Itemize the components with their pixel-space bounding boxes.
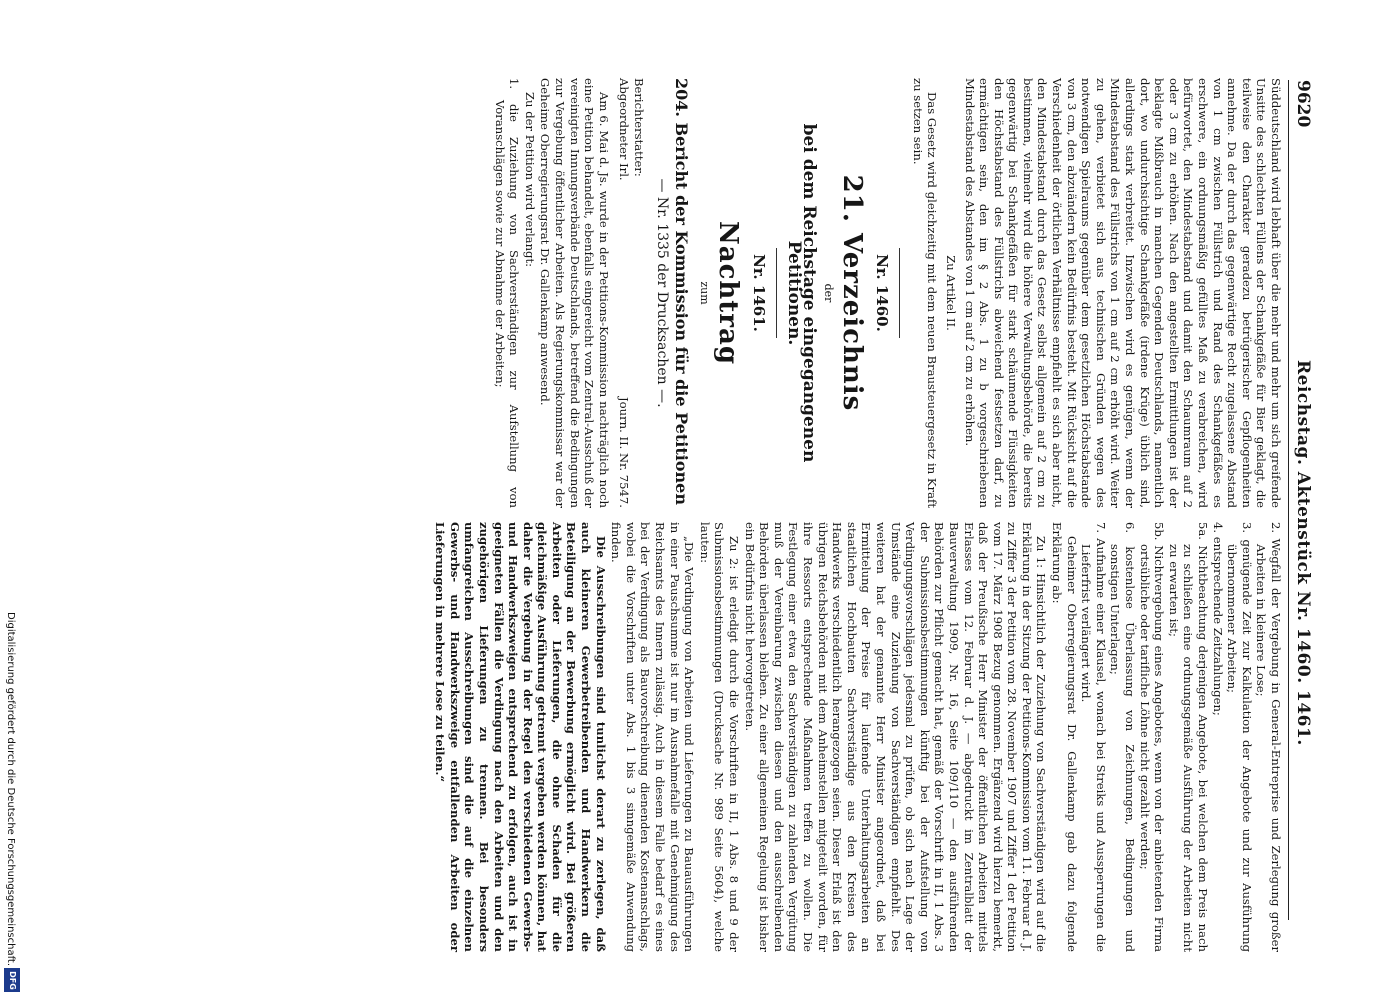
- petition-item-1: 1. die Zuziehung von Sachverständigen zur Aufstellung von Voranschlägen sowie zur Abnahme der Arbeiten;: [492, 78, 522, 508]
- reporter-line: [631, 78, 646, 508]
- der-connector: der: [821, 283, 835, 303]
- page-header: [1281, 80, 1313, 920]
- digitization-credit: [2, 0, 24, 1000]
- petition-item-3: 3. genügende Zeit zur Kalkulation der Angebote und zur Ausführung übernommener Arbeiten;: [1225, 522, 1254, 952]
- right-column: [103, 522, 1283, 952]
- gallenkamp-statement-intro: Geheimer Oberregierungsrat Dr. Gallenkamp gab dazu folgende Erklärung ab:: [1050, 522, 1079, 952]
- petition-item-7: 7. Aufnahme einer Klausel, wonach bei Streiks und Aussperrungen die Lieferfrist verlängert wird.: [1079, 522, 1108, 952]
- drucksachen-reference: — Nr. 1335 der Drucksachen —.: [653, 178, 670, 408]
- article-heading: Zu Artikel II.: [943, 255, 958, 331]
- left-column: [103, 78, 1283, 508]
- report-heading: 204. Bericht der Kommission für die Petitionen: [671, 78, 691, 505]
- article-paragraph: Das Gesetz wird gleichzeitig mit dem neuen Brausteuergesetz in Kraft zu setzen sein.: [910, 78, 940, 508]
- verzeichnis-heading: 21. Verzeichnis: [836, 174, 867, 412]
- header-rule: [1288, 80, 1289, 920]
- dfg-logo: DFG: [4, 968, 20, 992]
- intro-paragraph: Süddeutschland wird lebhaft über die mehr und mehr um sich greifende Unsitte des schlechten Füllens der Schankgefäße für Bier geklagt, die teilweise den Charakter geradezu betrügerischer Gepflogenheiten annehme. Da der durch das gegenwärtige Recht zugelassene Abstand von 1 cm zwischen Füllstrich und Rand des Schankgefäßes es erschwere, ein ordnungsmäßig gefülltes Maß zu verabreichen, wird befürwortet, den Mindestabstand und damit den Schaumraum auf 2 oder 3 cm zu erhöhen. Nach den angestellten Ermittlungen ist der beklagte Mißbrauch in manchen Gegenden Deutschlands, namentlich dort, wo undurchsichtige Schankgefäße (irdene Krüge) üblich sind, allerdings stark verbreitet. Inzwischen wird es genügen, wenn der Mindestabstand des Füllstrichs von 1 cm auf 2 cm erhöht wird. Weiter zu gehen, verbietet sich aus technischen Gründen wegen des notwendigen Spielraums gegenüber dem gesetzlichen Höchstabstande von 3 cm, den abzuändern kein Bedürfnis besteht. Mit Rücksicht auf die Verschiedenheit der örtlichen Verhältnisse empfiehlt es sich aber nicht, den Mindestabstand durch das Gesetz selbst allgemein auf 2 cm zu bestimmen, vielmehr wird die höhere Verwaltungsbehörde, die bereits gegenwärtig bei Schankgefäßen für stark schäumende Flüssigkeiten den Höchstabstand des Füllstrichs abweichend festsetzen darf, zu ermächtigen sein, den im § 2 Abs. 1 zu b vorgeschriebenen Mindestabstand des Abstandes von 1 cm auf 2 cm zu erhöhen.: [962, 78, 1283, 508]
- section-number-1460: Nr. 1460.: [873, 254, 892, 332]
- reporter-label: Berichterstatter:: [632, 78, 646, 177]
- section-divider-2: [776, 248, 777, 338]
- quoted-regulation-2: Die Ausschreibungen sind tunlichst derart zu zerlegen, daß auch kleineren Gewerbetreibenden und Handwerkern die Beteiligung an der Bewerbung ermöglicht wird. Bei größeren Arbeiten oder Lieferungen, die ohne Schaden für die gleichmäßige Ausführung getrennt vergeben werden können, hat daher die Vergebung in der Regel den verschiedenen Gewerbs- und Handwerkszweigen entsprechend zu erfolgen, auch ist in geeigneten Fällen die Verdingung nach den Arbeiten und den zugehörigen Lieferungen zu trennen. Bei besonders umfangreichen Ausschreibungen sind die auf die einzelnen Gewerbs- und Handwerkszweige entfallenden Arbeiten oder Lieferungen in mehrere Lose zu teilen.“: [433, 522, 608, 952]
- credit-text: Digitalisierung gefördert durch die Deutsche Forschungsgemeinschaft.: [5, 612, 16, 967]
- petition-item-5b: 5b. Nichtvergebung eines Angebotes, wenn von der anbietenden Firma ortsübliche oder tarifliche Löhne nicht gezahlt werden;: [1137, 522, 1167, 952]
- nachtrag-heading: Nachtrag: [713, 220, 744, 366]
- page-title: Reichstag. Aktenstück Nr. 1460. 1461.: [1293, 360, 1313, 746]
- zum-connector: zum: [698, 281, 712, 305]
- petition-request: Zu der Petition wird verlangt:: [522, 92, 537, 268]
- petition-item-5a: 5a. Nichtbeachtung derjenigen Angebote, bei welchen dem Preis nach zu schließen eine ordnungsgemäße Ausführung der Arbeiten nicht zu erwarten ist;: [1166, 522, 1211, 952]
- reporter-name-line: [617, 78, 632, 508]
- journal-reference: Journ. II. Nr. 7547.: [617, 397, 632, 508]
- petition-item-2: 2. Wegfall der Vergebung in General-Entreprise und Zerlegung großer Arbeiten in kleinere Lose;: [1254, 522, 1283, 952]
- response-zu-1: Zu 1: Hinsichtlich der Zuziehung von Sachverständigen wird auf die Erklärung in der Sitzung der Petitions-Kommission vom 11. Februar d. J. zu Ziffer 3 der Petition vom 28. November 1907 und Ziffer 1 der Petition vom 17. März 1908 Bezug genommen. Ergänzend wird hierzu bemerkt, daß der Preußische Herr Minister der öffentlichen Arbeiten mittels Erlasses vom 12. Februar d. J. — abgedruckt im Zentralblatt der Bauverwaltung 1909, Nr. 16, Seite 109/110 — den ausführenden Behörden zur Pflicht gemacht hat, gemäß der Vorschrift in II, 1 Abs. 3 der Submissionsbestimmungen künftig bei der Aufstellung von Verdingungsvorschlägen jedesmal zu prüfen, ob sich nach Lage der Umstände eine Zuziehung von Sachverständigen empfiehlt. Des weiteren hat der genannte Herr Minister angeordnet, daß bei Ermittelung der Preise für laufende Unterhaltungsarbeiten an staatlichen Hochbauten Sachverständige aus den Kreisen des Handwerks verschiedentlich herangezogen seien. Dieser Erlaß ist den übrigen Reichsbehörden mit dem Anheimstellen mitgeteilt worden, für ihre Ressorts entsprechende Maßnahmen treffen zu wollen. Die Festlegung einer etwa den Sachverständigen zu zahlenden Vergütung muß der Vereinbarung zwischen diesen und den ausschreibenden Behörden überlassen bleiben. Zu einer allgemeinen Regelung ist bisher ein Bedürfnis nicht hervorgetreten.: [742, 522, 1049, 952]
- reporter-name: Abgeordneter Irl.: [617, 78, 632, 181]
- response-zu-2: Zu 2: ist erledigt durch die Vorschriften in II, 1 Abs. 8 und 9 der Submissionsbestimmungen (Drucksache Nr. 989 Seite 5604), welche lauten:: [697, 522, 742, 952]
- petition-item-6: 6. kostenlose Überlassung von Zeichnungen, Bedingungen und sonstigen Unterlagen;: [1108, 522, 1138, 952]
- petition-item-4: 4. entsprechende Zeitzahlungen;: [1210, 522, 1225, 716]
- page-number: 9620: [1293, 80, 1313, 128]
- petition-paragraph: Am 6. Mai d. Js. wurde in der Petitions-Kommission nachträglich noch eine Petition behandelt, ebenfalls eingereicht vom Zentral-Ausschuß der vereinigten Innungsverbände Deutschlands, betreffend die Bedingungen zur Vergebung öffentlicher Arbeiten. Als Regierungskommissar war der Geheime Oberregierungsrat Dr. Gallenkamp anwesend.: [538, 78, 611, 508]
- section-number-1461: Nr. 1461.: [749, 254, 768, 332]
- section-divider: [899, 248, 900, 338]
- quoted-regulation-1: „Die Verdingung von Arbeiten und Lieferungen zu Bauausführungen in einer Pauschsumme ist nur im Ausnahmefalle mit Genehmigung des Reichsamts des Innern zulässig. Auch in diesem Falle bedarf es eines bei der Verdingung als Bauvorschreibung dienenden Kostenanschlags, wobei die Vorschriften unter Abs. 1 bis 3 sinngemäße Anwendung finden.: [609, 522, 697, 952]
- petitions-heading: bei dem Reichstage eingegangenen Petitionen.: [784, 123, 819, 463]
